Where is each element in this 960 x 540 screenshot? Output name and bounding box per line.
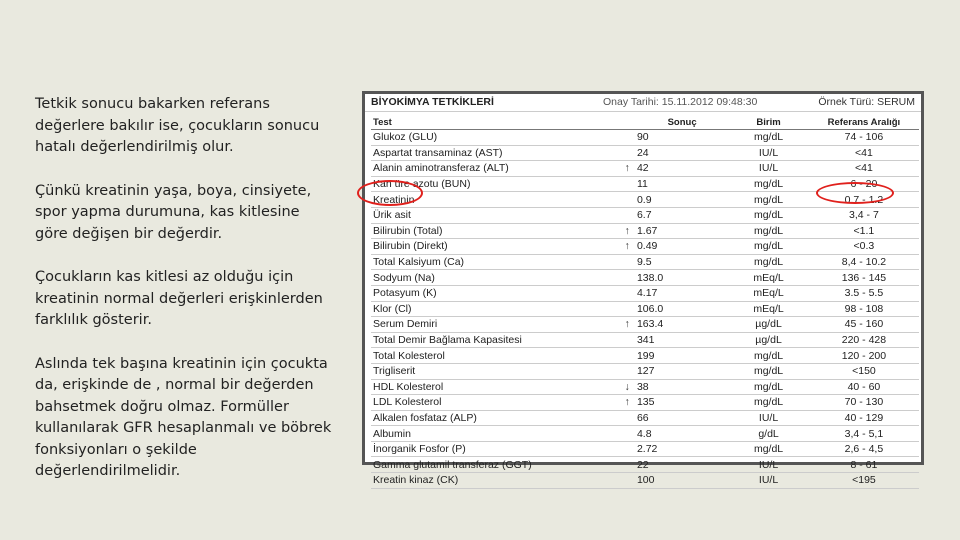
reference-range: 136 - 145 (809, 270, 919, 286)
flag-arrow-icon (619, 270, 635, 286)
flag-arrow-icon (619, 363, 635, 379)
flag-arrow-icon (619, 254, 635, 270)
flag-arrow-icon (619, 301, 635, 317)
paragraph-3: Çocukların kas kitlesi az olduğu için kreatinin normal değerleri erişkinlerden farklılık gösterir. (35, 269, 323, 328)
flag-arrow-icon: ↑ (619, 395, 635, 411)
reference-range: 40 - 60 (809, 379, 919, 395)
paragraph-1: Tetkik sonucu bakarken referans değerlere bakılır ise, çocukların sonucu hatalı değerlendirilmiş olur. (35, 96, 320, 155)
reference-range: 8 - 61 (809, 457, 919, 473)
flag-arrow-icon (619, 410, 635, 426)
flag-arrow-icon (619, 207, 635, 223)
table-row (371, 317, 919, 333)
test-name: Kan üre azotu (BUN) (371, 176, 619, 192)
result-value: 106.0 (635, 301, 728, 317)
result-value: 6.7 (635, 207, 728, 223)
result-value: 127 (635, 363, 728, 379)
header-test: Test (371, 115, 619, 130)
table-row (371, 239, 919, 255)
reference-range: 6 - 20 (809, 176, 919, 192)
test-name: Total Kalsiyum (Ca) (371, 254, 619, 270)
flag-arrow-icon: ↑ (619, 161, 635, 177)
unit-value: mg/dL (728, 207, 809, 223)
unit-value: IU/L (728, 410, 809, 426)
result-value: 0.49 (635, 239, 728, 255)
unit-value: mg/dL (728, 363, 809, 379)
explanation-text (35, 94, 335, 505)
reference-range: 40 - 129 (809, 410, 919, 426)
result-value: 24 (635, 145, 728, 161)
reference-range: 8,4 - 10.2 (809, 254, 919, 270)
reference-range: 70 - 130 (809, 395, 919, 411)
unit-value: µg/dL (728, 317, 809, 333)
header-reference: Referans Aralığı (809, 115, 919, 130)
flag-arrow-icon (619, 348, 635, 364)
report-title: BİYOKİMYA TETKİKLERİ (371, 96, 494, 108)
table-row (371, 410, 919, 426)
result-value: 0.9 (635, 192, 728, 208)
flag-arrow-icon: ↑ (619, 239, 635, 255)
reference-range: <195 (809, 473, 919, 489)
result-value: 2.72 (635, 441, 728, 457)
paragraph-4: Aslında tek başına kreatinin için çocukta da, erişkinde de , normal bir değerden bahsetmek doğru olmaz. Formüller kullanılarak GFR hesaplanmalı ve böbrek fonksiyonları o şekilde değerlendirilmelidir. (35, 355, 332, 479)
flag-arrow-icon (619, 285, 635, 301)
unit-value: mg/dL (728, 130, 809, 146)
header-result: Sonuç (635, 115, 728, 130)
unit-value: µg/dL (728, 332, 809, 348)
test-name: Bilirubin (Total) (371, 223, 619, 239)
header-unit: Birim (728, 115, 809, 130)
unit-value: IU/L (728, 161, 809, 177)
unit-value: g/dL (728, 426, 809, 442)
flag-arrow-icon (619, 332, 635, 348)
flag-arrow-icon (619, 192, 635, 208)
reference-range: 98 - 108 (809, 301, 919, 317)
test-name: Trigliserit (371, 363, 619, 379)
test-name: Glukoz (GLU) (371, 130, 619, 146)
flag-arrow-icon (619, 130, 635, 146)
flag-arrow-icon (619, 145, 635, 161)
result-value: 163.4 (635, 317, 728, 333)
paragraph-2: Çünkü kreatinin yaşa, boya, cinsiyete, spor yapma durumuna, kas kitlesine göre değişen bir değerdir. (35, 182, 312, 242)
test-name: LDL Kolesterol (371, 395, 619, 411)
unit-value: mg/dL (728, 192, 809, 208)
approval-date: Onay Tarihi: 15.11.2012 09:48:30 (603, 96, 758, 108)
reference-range: 3.5 - 5.5 (809, 285, 919, 301)
reference-range: 2,6 - 4,5 (809, 441, 919, 457)
test-name: Total Kolesterol (371, 348, 619, 364)
reference-range: <0.3 (809, 239, 919, 255)
result-value: 138.0 (635, 270, 728, 286)
test-name: Alkalen fosfataz (ALP) (371, 410, 619, 426)
test-name: İnorganik Fosfor (P) (371, 441, 619, 457)
flag-arrow-icon (619, 473, 635, 489)
test-name: Serum Demiri (371, 317, 619, 333)
result-value: 4.17 (635, 285, 728, 301)
table-row (371, 473, 919, 489)
unit-value: mEq/L (728, 270, 809, 286)
lab-report-image (362, 91, 924, 487)
test-name: Bilirubin (Direkt) (371, 239, 619, 255)
unit-value: mg/dL (728, 239, 809, 255)
result-value: 4.8 (635, 426, 728, 442)
result-value: 90 (635, 130, 728, 146)
test-name: Kreatin kinaz (CK) (371, 473, 619, 489)
table-row (371, 254, 919, 270)
table-row (371, 426, 919, 442)
kreatinin-test-highlight-circle (357, 180, 423, 206)
table-row (371, 223, 919, 239)
reference-range: 3,4 - 7 (809, 207, 919, 223)
flag-arrow-icon: ↓ (619, 379, 635, 395)
test-name: Alanin aminotransferaz (ALT) (371, 161, 619, 177)
table-row (371, 363, 919, 379)
reference-range: 0.7 - 1.2 (809, 192, 919, 208)
result-value: 38 (635, 379, 728, 395)
unit-value: mg/dL (728, 379, 809, 395)
unit-value: mEq/L (728, 301, 809, 317)
unit-value: mg/dL (728, 176, 809, 192)
flag-arrow-icon (619, 426, 635, 442)
reference-range: 74 - 106 (809, 130, 919, 146)
table-row (371, 130, 919, 146)
flag-arrow-icon (619, 441, 635, 457)
unit-value: mg/dL (728, 348, 809, 364)
test-name: Albumin (371, 426, 619, 442)
table-row (371, 348, 919, 364)
result-value: 135 (635, 395, 728, 411)
result-value: 42 (635, 161, 728, 177)
test-name: Gamma glutamil transferaz (GGT) (371, 457, 619, 473)
table-row (371, 395, 919, 411)
test-name: Kreatinin (371, 192, 619, 208)
unit-value: mg/dL (728, 223, 809, 239)
result-value: 341 (635, 332, 728, 348)
unit-value: IU/L (728, 145, 809, 161)
reference-range: 45 - 160 (809, 317, 919, 333)
table-row (371, 270, 919, 286)
reference-range: <41 (809, 161, 919, 177)
result-value: 22 (635, 457, 728, 473)
test-name: Potasyum (K) (371, 285, 619, 301)
flag-arrow-icon: ↑ (619, 317, 635, 333)
table-row (371, 161, 919, 177)
result-value: 11 (635, 176, 728, 192)
reference-range: 120 - 200 (809, 348, 919, 364)
table-row (371, 379, 919, 395)
result-value: 9.5 (635, 254, 728, 270)
table-row (371, 332, 919, 348)
unit-value: mg/dL (728, 395, 809, 411)
flag-arrow-icon (619, 457, 635, 473)
reference-range: 3,4 - 5,1 (809, 426, 919, 442)
table-row (371, 441, 919, 457)
results-table (371, 115, 919, 489)
unit-value: IU/L (728, 473, 809, 489)
test-name: HDL Kolesterol (371, 379, 619, 395)
table-header-row (371, 115, 919, 130)
reference-range: <1.1 (809, 223, 919, 239)
table-row (371, 301, 919, 317)
result-value: 199 (635, 348, 728, 364)
table-row (371, 457, 919, 473)
result-value: 1.67 (635, 223, 728, 239)
reference-range: 220 - 428 (809, 332, 919, 348)
sample-type: Örnek Türü: SERUM (818, 96, 915, 108)
result-value: 66 (635, 410, 728, 426)
test-name: Aspartat transaminaz (AST) (371, 145, 619, 161)
test-name: Total Demir Bağlama Kapasitesi (371, 332, 619, 348)
flag-arrow-icon: ↑ (619, 223, 635, 239)
kreatinin-reference-highlight-circle (816, 182, 894, 204)
unit-value: mEq/L (728, 285, 809, 301)
unit-value: mg/dL (728, 254, 809, 270)
table-row (371, 207, 919, 223)
table-row (371, 145, 919, 161)
unit-value: IU/L (728, 457, 809, 473)
report-header (365, 94, 921, 112)
result-value: 100 (635, 473, 728, 489)
test-name: Ürik asit (371, 207, 619, 223)
unit-value: mg/dL (728, 441, 809, 457)
reference-range: <150 (809, 363, 919, 379)
reference-range: <41 (809, 145, 919, 161)
test-name: Sodyum (Na) (371, 270, 619, 286)
test-name: Klor (Cl) (371, 301, 619, 317)
table-row (371, 285, 919, 301)
flag-arrow-icon (619, 176, 635, 192)
